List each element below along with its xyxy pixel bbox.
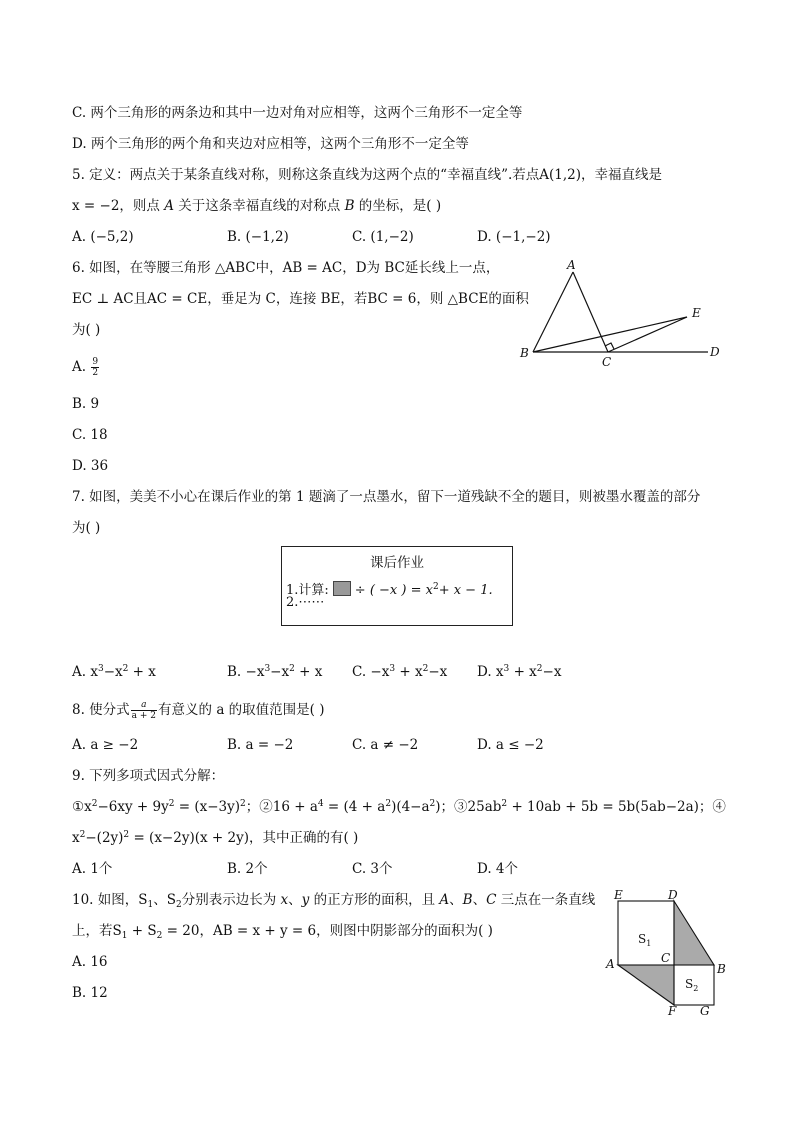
q6-stem-line1: 6. 如图，在等腰三角形 △ABC中，AB = AC，D为 BC延长线上一点， <box>72 260 500 276</box>
q5-stem-line2: x = −2，则点 A 关于这条幸福直线的对称点 B 的坐标，是( ) <box>72 198 442 214</box>
label-f: F <box>668 1004 677 1018</box>
q10-stem-line1: 10. 如图，$S_1$、$S_2$分别表示边长为 x、y 的正方形的面积，且 A、B、C 三点在一条直线 <box>72 892 596 910</box>
label-c: C <box>602 355 612 369</box>
q5-option-a: A. (−5,2) <box>72 229 134 245</box>
label-s1: $S_1$ <box>638 932 652 948</box>
fraction: $\frac{9}{2}$ <box>92 357 99 378</box>
q9-stem-line3: $x^2-(2y)^2 = (x-2y)(x + 2y)$，其中正确的有( ) <box>72 830 359 846</box>
q4-option-c: C. 两个三角形的两条边和其中一边对角对应相等，这两个三角形不一定全等 <box>72 105 523 121</box>
label-d: D <box>668 888 678 902</box>
q5-option-b: B. (−1,2) <box>227 229 289 245</box>
label-b: B <box>717 962 726 976</box>
label-b: B <box>520 346 529 360</box>
ink-blot-icon <box>333 581 351 596</box>
q5-stem-line1: 5. 定义：两点关于某条直线对称，则称这条直线为这两个点的“幸福直线”.若点A(1,2)，幸福直线是 <box>72 167 663 183</box>
homework-problem-1: 1.计算: ÷ ( −x ) = $x^2+ x - 1$. <box>286 582 493 598</box>
label-d: D <box>710 345 720 359</box>
q6-triangle-figure <box>510 255 730 375</box>
q10-stem-line2: 上，若$S_1 + S_2 = 20$，AB = x + y = 6，则图中阴影部分的面积为( ) <box>72 923 493 941</box>
homework-title: 课后作业 <box>370 555 424 571</box>
q10-squares-figure <box>600 888 730 1018</box>
homework-card <box>281 546 513 626</box>
q7-option-c: C. $-x^3 + x^2-x$ <box>352 664 448 680</box>
q5-option-c: C. (1,−2) <box>352 229 414 245</box>
q10-option-b: B. 12 <box>72 985 108 1001</box>
q5-option-d: D. (−1,−2) <box>477 229 551 245</box>
q9-option-d: D. 4个 <box>477 861 519 877</box>
q8-stem: 8. 使分式 $\frac{a}{a + 2}$ 有意义的 a 的取值范围是( ) <box>72 700 325 721</box>
q10-option-a: A. 16 <box>72 954 108 970</box>
q6-stem-line3: 为( ) <box>72 322 101 338</box>
q8-option-c: C. a ≠ −2 <box>352 737 419 753</box>
label-c: C <box>661 951 671 965</box>
q6-stem-line2: EC ⊥ AC且AC = CE，垂足为 C，连接 BE，若BC = 6，则 △BCE的面积 <box>72 291 529 307</box>
q9-option-b: B. 2个 <box>227 861 268 877</box>
label-s2: $S_2$ <box>685 977 699 993</box>
homework-problem-2: 2.⋯⋯ <box>286 595 325 610</box>
q8-option-b: B. a = −2 <box>227 737 294 753</box>
q7-option-a: A. $x^3-x^2 + x$ <box>72 664 156 680</box>
q9-stem-line2: $①x^2-6xy + 9y^2 = (x-3y)^2$；②16 + $a^4 = (4 + a^2)(4-a^2)$；$③25ab^2 + 10ab + 5b = 5b(5ab-2a)$；④ <box>72 799 726 815</box>
q6-option-b: B. 9 <box>72 396 100 412</box>
q7-stem-line1: 7. 如图，美美不小心在课后作业的第 1 题滴了一点墨水，留下一道残缺不全的题目，则被墨水覆盖的部分 <box>72 489 701 505</box>
label-e: E <box>692 306 701 320</box>
q7-option-d: D. $x^3 + x^2-x$ <box>477 664 562 680</box>
q7-option-b: B. $-x^3-x^2 + x$ <box>227 664 323 680</box>
q7-stem-line2: 为( ) <box>72 520 101 536</box>
label-a: A <box>567 258 576 272</box>
q8-option-a: A. a ≥ −2 <box>72 737 139 753</box>
q9-option-a: A. 1个 <box>72 861 113 877</box>
q6-option-a: A. $\frac{9}{2}$ <box>72 357 99 378</box>
label-g: G <box>700 1004 710 1018</box>
label-a: A <box>606 957 615 971</box>
q6-option-d: D. 36 <box>72 458 109 474</box>
label-e: E <box>614 888 623 902</box>
q4-option-d: D. 两个三角形的两个角和夹边对应相等，这两个三角形不一定全等 <box>72 136 469 152</box>
fraction: $\frac{a}{a + 2}$ <box>131 700 157 721</box>
q6-option-c: C. 18 <box>72 427 108 443</box>
q8-option-d: D. a ≤ −2 <box>477 737 544 753</box>
q9-stem-line1: 9. 下列多项式因式分解： <box>72 768 225 784</box>
q9-option-c: C. 3个 <box>352 861 393 877</box>
